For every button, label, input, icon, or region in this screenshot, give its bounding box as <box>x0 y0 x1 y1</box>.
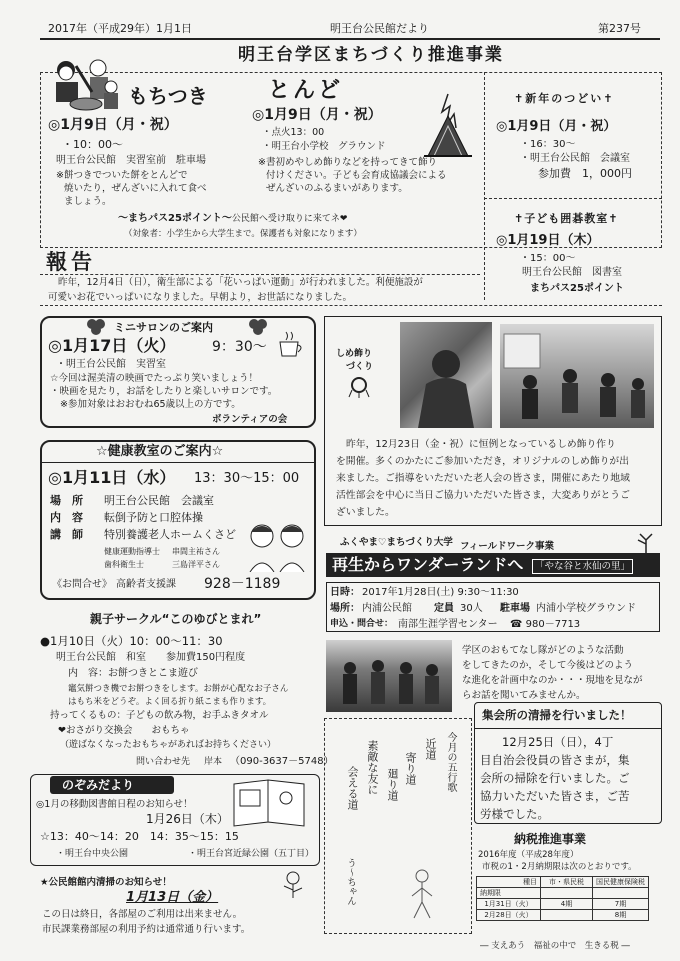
fieldwork-contact: 南部生涯学習センター <box>398 619 498 630</box>
igo-time: ・15：00～ <box>520 253 576 264</box>
fieldwork-parking: 内浦小学校グラウンド <box>536 603 636 614</box>
tax-cell <box>593 888 649 899</box>
fieldwork-subtitle2: フィールドワーク事業 <box>460 541 555 552</box>
shimekazari-line5: ざいました。 <box>336 507 395 518</box>
cleaning-line4: 協力いただいた皆さま，ご苦 <box>480 789 630 803</box>
lecturer-portraits <box>246 518 310 572</box>
tax-header-a <box>541 877 593 888</box>
clover-icon-right <box>246 318 270 336</box>
shimekazari-photo-label2: づくり <box>346 362 374 372</box>
oyako-contact-tel: （090-3637－5748） <box>230 756 334 767</box>
tax-line2: 市税の1・2月納期限は次のとおりです。 <box>482 862 637 872</box>
kyukan-title: ★公民館館内清掃のお知らせ！ <box>40 877 172 888</box>
report-line2: 可愛いお花でいっぱいになりました。早朝より，お世話になりました。 <box>48 292 353 303</box>
kyukan-line1: この日は終日，各部屋のご利用は出来ません。 <box>42 909 243 920</box>
table-row <box>477 910 649 921</box>
mochitsuki-note1: ※餅つきでついた餅をとんどで <box>56 170 188 181</box>
tax-col-b: 国民健康保険税 <box>596 878 645 886</box>
poem-heading: 今月の五行歌 <box>445 732 456 792</box>
header-rule <box>40 38 660 40</box>
igo-title: ✝子ども囲碁教室✝ <box>514 212 619 225</box>
tondo-note3: ぜんざいのふるまいがあります。 <box>266 183 408 194</box>
fieldwork-cap: 30人 <box>460 603 483 614</box>
tax-slogan: ― 支えあう 福祉の中で 生きる税 ― <box>480 941 630 951</box>
fieldwork-tag: 「やな谷と水仙の里」 <box>532 559 633 574</box>
oyako-contact-name: 岸本 <box>204 757 223 767</box>
salon-time: 9：30～ <box>212 339 267 355</box>
events-divider-h <box>484 198 662 199</box>
kenko-lecturer: 特別養護老人ホームくさど <box>104 528 236 541</box>
bonfire-illustration <box>420 92 476 160</box>
kenko-staff1-name: 串間主祐さん <box>172 547 220 556</box>
tax-title: 納税推進事業 <box>514 832 587 846</box>
kenko-content-label: 内 容 <box>50 511 83 524</box>
bicycle-illustration <box>396 866 448 922</box>
mochitsuki-title: もちつき <box>128 84 208 108</box>
flower-icon <box>276 868 310 898</box>
poem-line-3: 廻り道 <box>386 768 399 801</box>
mochitsuki-time: ・10：00～ <box>62 138 123 151</box>
shimekazari-line2: を開催。多くのかたにご参加いただき，オリジナルのしめ飾りが出 <box>336 456 630 467</box>
tax-header-deadline <box>477 888 541 899</box>
salon-title: ミニサロンのご案内 <box>114 321 213 334</box>
oyako-date: ●1月10日（火）10：00～11：30 <box>40 634 223 648</box>
report-title: 報告 <box>46 250 96 274</box>
tax-row-a <box>541 910 593 921</box>
oyako-place: 明王台公民館 和室 参加費150円程度 <box>56 652 246 663</box>
tondo-date: ◎1月9日（月・祝） <box>252 107 382 123</box>
fieldwork-subtitle1: ふくやま♡まちづくり大学 <box>340 537 453 548</box>
mochitsuki-note2: 焼いたり，ぜんざいに入れて食べ <box>64 183 207 194</box>
salon-date: ◎1月17日（火） <box>48 336 176 355</box>
tax-row-a: 4期 <box>541 899 593 910</box>
tondo-note2: 付けください。子ども会育成協議会による <box>266 170 447 181</box>
report-bottom-rule <box>40 305 662 306</box>
poem-line-4: 素敵な友に <box>366 740 379 795</box>
cleaning-line1: 12月25日（日），4丁 <box>502 735 614 749</box>
nozomi-title: のぞみだより <box>62 778 135 792</box>
kyukan-date: 1月13日（金） <box>126 890 219 905</box>
banner-title: 明王台学区まちづくり推進事業 <box>238 45 504 65</box>
igo-points: まちパス25ポイント <box>530 283 624 294</box>
shinnen-fee: 参加費 1，000円 <box>538 167 632 180</box>
fieldwork-place-label: 場所： <box>330 603 360 614</box>
oyako-toy: ❤おさがり交換会 おもちゃ <box>58 725 190 736</box>
oyako-toy-note: （遊ばなくなったおもちゃがあればお持ちください） <box>60 740 277 750</box>
kenko-content: 転倒予防と口腔体操 <box>104 511 203 524</box>
cleaning-title: 集会所の清掃を行いました！ <box>482 708 632 722</box>
fieldwork-contact-label: 申込・問合せ： <box>330 619 394 629</box>
shimekazari-photo-2 <box>500 324 654 428</box>
fieldwork-place: 内浦公民館 <box>362 603 412 614</box>
mochitsuki-place: 明王台公民館 実習室前 駐車場 <box>56 155 206 166</box>
fieldwork-date: 2017年1月28日(土) 9:30～11:30 <box>362 587 519 598</box>
salon-line3: ※参加対象はおおむね65歳以上の方です。 <box>60 399 241 410</box>
header-publisher: 明王台公民館だより <box>330 22 429 35</box>
kenko-lecturer-label: 講 師 <box>50 528 83 541</box>
clover-icon <box>84 318 108 336</box>
oyako-bring: 持ってくるもの：子どもの飲み物，お手ふきタオル <box>50 710 269 721</box>
teacup-icon <box>276 330 306 360</box>
oyako-note1: 竈気餅つき機でお餅つきをします。お餅が心配なお子さん <box>68 684 289 694</box>
mochitsuki-date: ◎1月9日（月・祝） <box>48 117 178 133</box>
kenko-title: ☆健康教室のご案内☆ <box>96 444 224 459</box>
oyako-contact-label: 問い合わせ先 <box>136 757 191 767</box>
igo-date: ◎1月19日（木） <box>496 233 600 248</box>
fieldwork-tel: ☎ 980－7713 <box>510 619 581 630</box>
fieldwork-cap-label: 定員 <box>434 603 454 614</box>
poem-line-5: 会える道 <box>346 766 359 810</box>
salon-place: ・明王台公民館 実習室 <box>56 359 166 370</box>
kid-illustration <box>100 80 122 114</box>
kenko-staff2-name: 三島洋平さん <box>172 560 220 569</box>
tax-row-date: 2月28日（火） <box>477 910 541 921</box>
poem-line-2: 寄り道 <box>404 752 417 785</box>
header-issue: 第237号 <box>598 22 641 35</box>
kenko-date: ◎1月11日（水） <box>48 468 176 487</box>
cleaning-line5: 労様でした。 <box>480 807 549 821</box>
nozomi-place2: ・明王台宮近緑公園（五丁目） <box>188 849 315 859</box>
header-date: 2017年（平成29年）1月1日 <box>48 22 192 35</box>
cleaning-line3: 会所の掃除を行いました。ご <box>480 771 630 785</box>
tax-col-type: 種目 <box>523 878 537 886</box>
kenko-contact-tel: 928－1189 <box>204 576 281 592</box>
nozomi-place1: ・明王台中央公園 <box>56 849 129 859</box>
tondo-time: ・点火13：00 <box>262 127 325 138</box>
tax-header-type <box>477 877 541 888</box>
oyako-title: 親子サークル“このゆびとまれ” <box>90 612 262 626</box>
kyukan-line2: 市民課業務部屋の利用予約は通常通り行います。 <box>42 924 251 935</box>
book-illustration <box>228 776 310 828</box>
machipass-title-text: ～まちパス25ポイント～ <box>118 213 232 224</box>
cleaning-line2: 目自治会役員の皆さまが，集 <box>480 753 630 767</box>
shimekazari-line1: 昨年，12月23日（金・祝）に恒例となっているしめ飾り作り <box>346 439 616 450</box>
salon-org: ボランティアの会 <box>212 414 288 425</box>
tax-header-b <box>593 877 649 888</box>
shimekazari-photo-label1: しめ飾り <box>336 349 373 359</box>
kenko-place-label: 場 所 <box>50 494 83 507</box>
machipass-title <box>118 212 347 226</box>
fieldwork-desc1: 学区のおもてなし隊がどのような活動 <box>462 645 624 656</box>
salon-line2: ・映画を見たり，お話をしたりと楽しいサロンです。 <box>50 386 278 397</box>
shinnen-title: ✝新年のつどい✝ <box>514 92 615 105</box>
table-row <box>477 899 649 910</box>
oyako-content: 内 容：お餅つきとこま遊び <box>68 668 198 679</box>
shimekazari-icon <box>346 376 372 398</box>
kenko-title-rule <box>40 462 316 463</box>
events-divider <box>484 72 485 300</box>
fieldwork-desc3: な進化を計画中なのか・・・現地を見なが <box>462 675 643 686</box>
tax-row-b: 8期 <box>593 910 649 921</box>
igo-place: 明王台公民館 図書室 <box>522 267 622 278</box>
fieldwork-desc4: らお話を聞いてみませんか。 <box>462 690 586 701</box>
tondo-title: とんど <box>268 78 344 103</box>
tondo-place: ・明王台小学校 グラウンド <box>262 141 386 152</box>
nozomi-date: 1月26日（木） <box>146 812 229 826</box>
tax-line1: 2016年度（平成28年度） <box>478 850 579 860</box>
shimekazari-line4: 活性部会を中心に当日ご協力いただいた皆さま，大変ありがとうご <box>336 490 630 501</box>
kenko-time: 13：30～15：00 <box>194 471 300 486</box>
shimekazari-photo-1 <box>400 322 492 428</box>
kenko-contact-label: 《お問合せ》 <box>52 579 112 590</box>
report-rule <box>40 274 480 275</box>
tax-table <box>476 876 649 921</box>
machipass-target: （対象者：小学生から大学生まで。保護者も対象になります） <box>124 229 362 239</box>
oyako-note2: はもち米をどうぞ。よく回る折り紙こまも作ります。 <box>68 697 272 707</box>
kenko-place: 明王台公民館 会議室 <box>104 494 214 507</box>
tax-row-b: 7期 <box>593 899 649 910</box>
nozomi-subtitle: ◎1月の移動図書館日程のお知らせ！ <box>36 799 193 810</box>
shinnen-date: ◎1月9日（月・祝） <box>496 119 617 134</box>
fieldwork-title: 再生からワンダーランドへ <box>332 555 524 574</box>
tondo-note1: ※書初めやしめ飾りなどを持ってきて飾り <box>258 157 437 168</box>
tax-cell <box>541 888 593 899</box>
fieldwork-desc2: をしてきたのか，そして今後はどのよう <box>462 660 634 671</box>
nozomi-times: ☆13：40～14：20 14：35～15：15 <box>40 830 239 843</box>
daffodil-icon <box>634 532 658 554</box>
kenko-staff2-role: 歯科衛生士 <box>104 560 144 569</box>
kenko-contact-name: 高齢者支援課 <box>116 579 176 590</box>
fieldwork-date-label: 日時： <box>330 587 360 598</box>
tax-row-date: 1月31日（火） <box>477 899 541 910</box>
shinnen-time: ・16：30～ <box>520 139 576 150</box>
fieldwork-photo <box>326 640 452 712</box>
tax-col-deadline: 納期限 <box>480 889 501 897</box>
kenko-staff1-role: 健康運動指導士 <box>104 547 160 556</box>
shimekazari-line3: 来ました。ご指導をいただいた老人会の皆さま，開催にあたり地域 <box>336 473 630 484</box>
cleaning-title-rule <box>474 728 662 729</box>
poem-line-1: 近道 <box>424 738 437 760</box>
salon-line1: ☆今回は渥美清の映画でたっぷり笑いましょう！ <box>50 373 259 384</box>
fieldwork-parking-label: 駐車場 <box>500 603 530 614</box>
poem-author: う～ちゃん <box>345 858 356 906</box>
report-line1: 昨年，12月4日（日），衛生部による「花いっぱい運動」が行われました。利便施設が <box>58 277 423 288</box>
shinnen-place: ・明王台公民館 会議室 <box>520 153 630 164</box>
machipass-suffix: 公民館へ受け取りに来てネ❤ <box>231 214 348 224</box>
tax-col-a: 市・県民税 <box>549 878 584 886</box>
mochitsuki-note3: ましょう。 <box>64 196 112 207</box>
